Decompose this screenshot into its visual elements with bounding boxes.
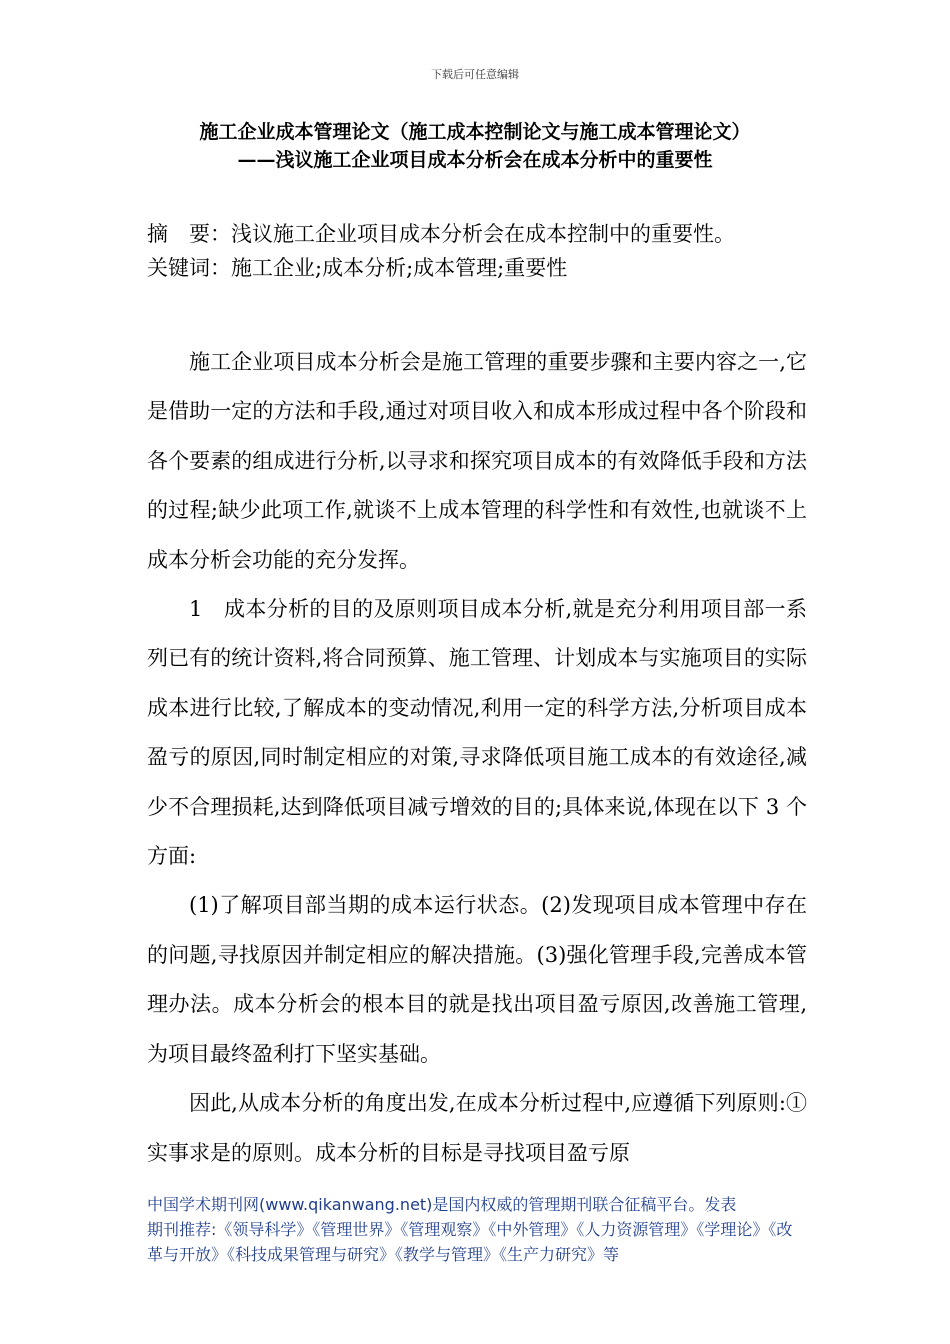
footer-advertisement [147, 1192, 817, 1267]
footer-ad-line: 中国学术期刊网(www.qikanwang.net)是国内权威的管理期刊联合征稿平台。发表 [147, 1195, 737, 1214]
paragraph: (1)了解项目部当期的成本运行状态。(2)发现项目成本管理中存在的问题,寻找原因并制定相应的解决措施。(3)强化管理手段,完善成本管理办法。成本分析会的根本目的就是找出项目盈亏原因,改善施工管理,为项目最终盈利打下坚实基础。 [147, 893, 807, 1066]
footer-ad-line: 期刊推荐:《领导科学》《管理世界》《管理观察》《中外管理》《人力资源管理》《学理论》《改 [147, 1220, 793, 1239]
paragraph: 1 成本分析的目的及原则项目成本分析,就是充分利用项目部一系列已有的统计资料,将合同预算、施工管理、计划成本与实施项目的实际成本进行比较,了解成本的变动情况,利用一定的科学方法,分析项目成本盈亏的原因,同时制定相应的对策,寻求降低项目施工成本的有效途径,减少不合理损耗,达到降低项目减亏增效的目的;具体来说,体现在以下 3 个方面: [147, 597, 807, 869]
header-note: 下载后可任意编辑 [431, 68, 519, 81]
paragraph: 因此,从成本分析的角度出发,在成本分析过程中,应遵循下列原则:① 实事求是的原则。成本分析的目标是寻找项目盈亏原 [147, 1091, 807, 1165]
paragraph: 施工企业项目成本分析会是施工管理的重要步骤和主要内容之一,它是借助一定的方法和手段,通过对项目收入和成本形成过程中各个阶段和各个要素的组成进行分析,以寻求和探究项目成本的有效降低手段和方法的过程;缺少此项工作,就谈不上成本管理的科学性和有效性,也就谈不上成本分析会功能的充分发挥。 [147, 350, 807, 572]
document-title: 施工企业成本管理论文（施工成本控制论文与施工成本管理论文） [199, 121, 751, 143]
footer-ad-line: 革与开放》《科技成果管理与研究》《教学与管理》《生产力研究》等 [147, 1245, 620, 1264]
abstract: 摘 要：浅议施工企业项目成本分析会在成本控制中的重要性。 [147, 222, 735, 246]
document-subtitle: ——浅议施工企业项目成本分析会在成本分析中的重要性 [237, 149, 713, 171]
article-body [147, 338, 807, 1178]
keywords: 关键词：施工企业;成本分析;成本管理;重要性 [147, 256, 568, 280]
